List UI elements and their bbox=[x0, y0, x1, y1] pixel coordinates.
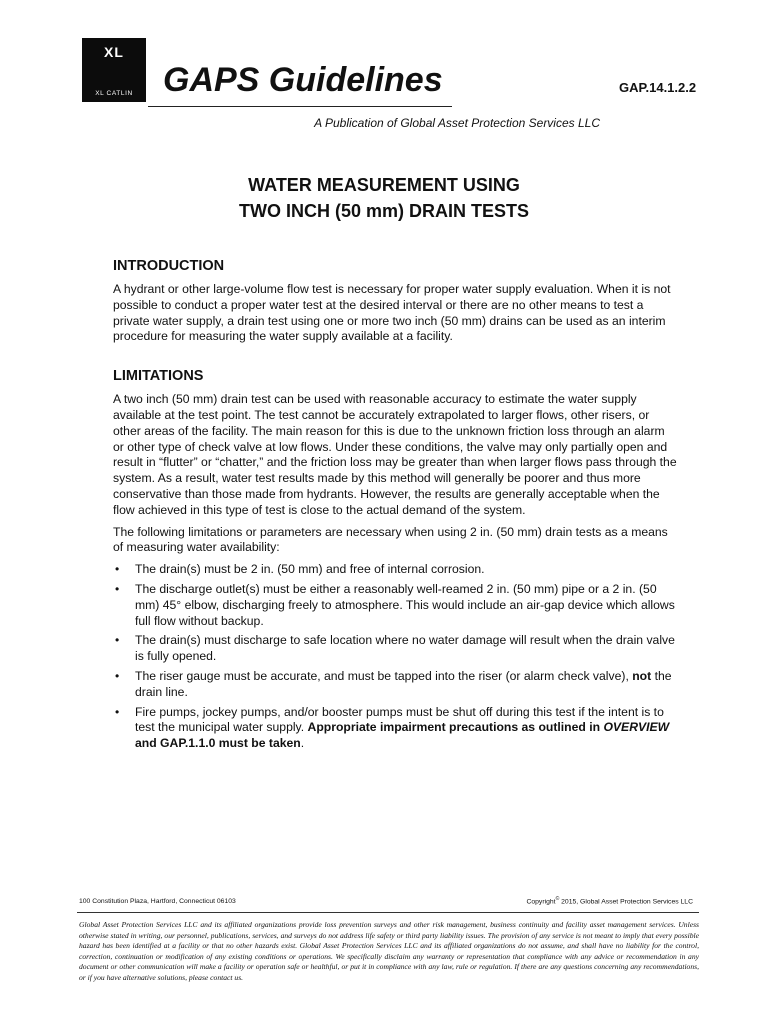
bullet-icon: • bbox=[115, 704, 120, 719]
list-item bbox=[113, 562, 678, 578]
limitations-paragraph-1: A two inch (50 mm) drain test can be used with reasonable accuracy to estimate the water supply available at the test point. The test cannot be accurately extrapolated to larger flows, other risers, or other areas of the facility. The main reason for this is due to the unknown friction loss through an alarm or other type of check valve at low flows. Under these conditions, the valve may only partially open and result in “flutter” or “chatter,” and the friction loss may be greater than when larger flows pass through the system. As a result, water test results made by this method will generally be poorer and thus more conservative than those made from hydrants. However, the results are generally acceptable when the flow achieved in this type of test is close to the actual demand of the system. bbox=[113, 392, 677, 517]
list-item bbox=[113, 582, 678, 629]
document-title bbox=[100, 172, 668, 224]
footer-address: 100 Constitution Plaza, Hartford, Connecticut 06103 bbox=[79, 898, 236, 905]
introduction-heading: INTRODUCTION bbox=[113, 258, 225, 274]
document-body bbox=[113, 256, 678, 756]
bullet-icon: • bbox=[115, 581, 120, 596]
publication-subtitle bbox=[0, 116, 600, 130]
gap-reference: and GAP.1.1.0 must be taken bbox=[135, 736, 301, 751]
logo-mark: XL bbox=[104, 44, 124, 60]
xl-catlin-logo bbox=[82, 38, 146, 102]
emphasis-not: not bbox=[632, 668, 652, 683]
logo-text: XL CATLIN bbox=[95, 90, 133, 97]
list-item bbox=[113, 669, 678, 701]
impairment-warning: Appropriate impairment precautions as outlined in bbox=[307, 720, 601, 735]
footer-disclaimer: Global Asset Protection Services LLC and its affiliated organizations provide loss prevention surveys and other risk management, business continuity and facility asset management services. Unless otherwise stated in writing, our personnel, publications, services, and surveys do not address life safety or third party liability issues. The provision of any service is not meant to imply that every possible hazard has been identified at a facility or that no other hazards exist. Global Asset Protection Services LLC and its affiliated organizations do not assume, and shall have no liability for the control, correction, continuation or modification of any existing conditions or operations. We specifically disclaim any warranty or representation that compliance with any advice or recommendation in any document or other communication will make a facility or operation safe or healthful, or put it in compliance with any law, rule or regulation. If there are any questions concerning any recommendations, or if you have alternative solutions, please contact us. bbox=[79, 920, 699, 982]
document-title-line2: TWO INCH (50 mm) DRAIN TESTS bbox=[238, 201, 529, 221]
limitations-paragraph-2: The following limitations or parameters are necessary when using 2 in. (50 mm) drain tests as a means of measuring water availability: bbox=[113, 524, 668, 555]
subtitle-text: A Publication of Global Asset Protection Services LLC bbox=[314, 116, 600, 130]
introduction-paragraph: A hydrant or other large-volume flow test is necessary for proper water supply evaluation. When it is not possible to conduct a proper water test at the desired interval or there are no other means to test a private water supply, a drain test using one or more two inch (50 mm) drains can be used as an interim procedure for measuring the water supply available at a facility. bbox=[113, 282, 671, 344]
list-item-text-tail: the drain line. bbox=[135, 668, 672, 699]
limitations-list bbox=[113, 562, 678, 752]
list-item-text: The riser gauge must be accurate, and must be tapped into the riser (or alarm check valve), bbox=[135, 668, 629, 683]
document-number: GAP.14.1.2.2 bbox=[619, 80, 697, 95]
bullet-icon: • bbox=[115, 562, 120, 577]
header-divider bbox=[148, 106, 452, 107]
list-item-end: . bbox=[300, 736, 305, 751]
publication-title: GAPS Guidelines bbox=[163, 61, 443, 99]
list-item-text: The drain(s) must be 2 in. (50 mm) and free of internal corrosion. bbox=[135, 562, 485, 577]
list-item bbox=[113, 705, 678, 752]
list-item-text: The drain(s) must discharge to safe location where no water damage will result when the drain valve is fully opened. bbox=[135, 633, 675, 664]
list-item-text: Fire pumps, jockey pumps, and/or booster pumps must be shut off during this test if the intent is to test the municipal water supply. bbox=[135, 704, 664, 735]
overview-reference: OVERVIEW bbox=[603, 720, 670, 735]
bullet-icon: • bbox=[115, 668, 120, 683]
limitations-heading: LIMITATIONS bbox=[113, 368, 204, 385]
footer-copyright bbox=[0, 896, 693, 905]
list-item bbox=[113, 633, 678, 665]
list-item-text: The discharge outlet(s) must be either a reasonably well-reamed 2 in. (50 mm) pipe or a 2 in. (50 mm) 45° elbow, discharging freely to atmosphere. This would include an air-gap device which allows full flow without backup. bbox=[135, 581, 675, 628]
copyright-prefix: Copyright bbox=[526, 898, 556, 906]
document-title-line1: WATER MEASUREMENT USING bbox=[248, 175, 520, 195]
copyright-symbol: © bbox=[555, 896, 560, 902]
copyright-suffix: 2015, Global Asset Protection Services LLC bbox=[559, 898, 693, 906]
footer-divider bbox=[77, 912, 699, 913]
bullet-icon: • bbox=[115, 633, 120, 648]
